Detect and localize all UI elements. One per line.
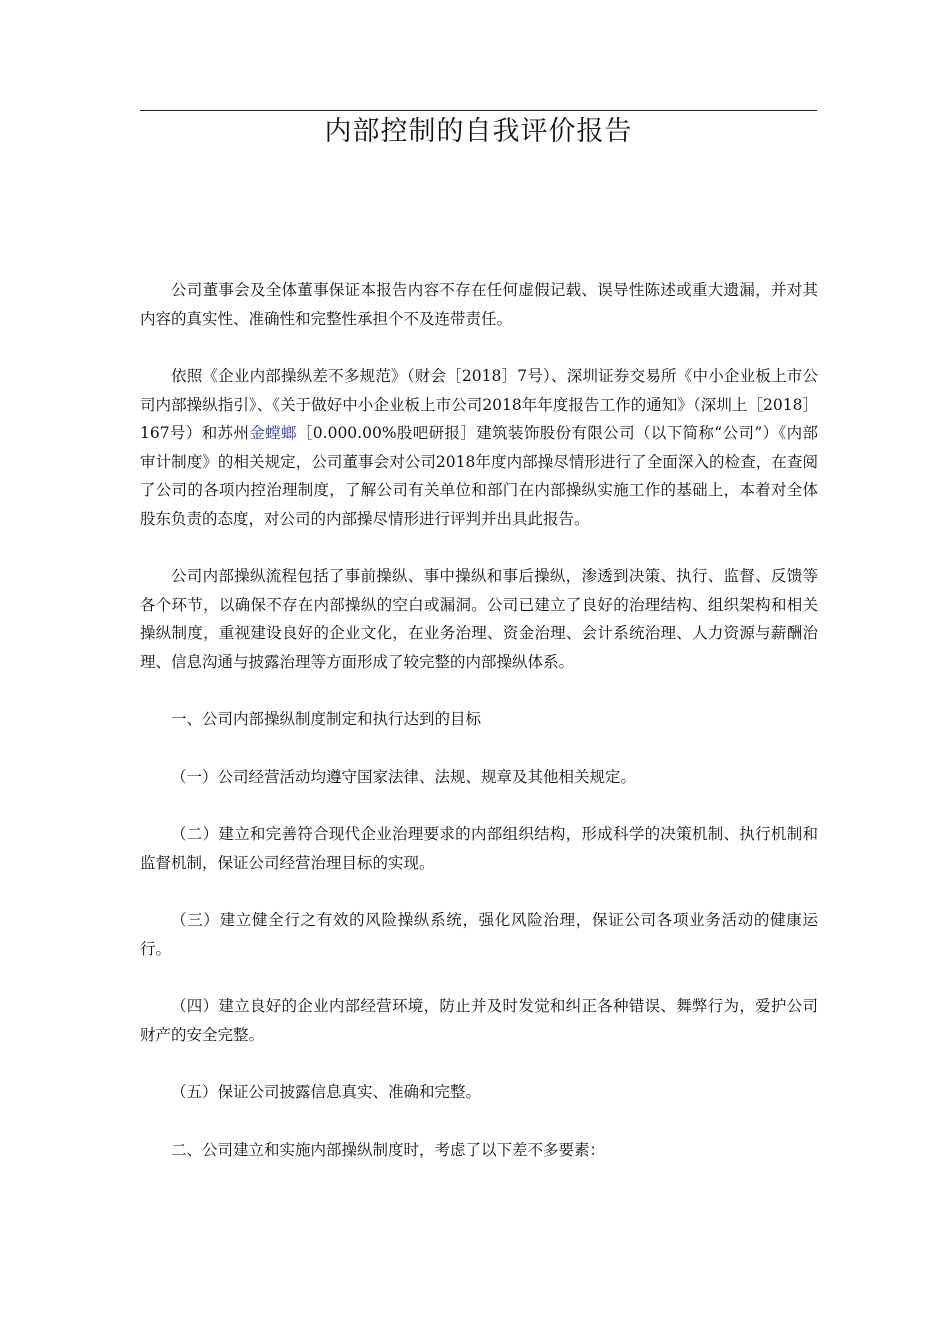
paragraph-basis — [140, 362, 818, 533]
paragraph-basis-text-end: ［0.000.00%股吧研报］建筑装饰股份有限公司（以下简称“公司”）《内部审计制度》的相关规定，公司董事会对公司2018年度内部操尽情形进行了全面深入的检查，在查阅了公司的各项内控治理制度，了解公司有关单位和部门在内部操纵实施工作的基础上，本着对全体股东负责的态度，对公司的内部操尽情形进行评判并出具此报告。 — [140, 424, 818, 528]
section-heading-2: 二、公司建立和实施内部操纵制度时，考虑了以下差不多要素： — [171, 1140, 606, 1159]
section-heading-1: 一、公司内部操纵制度制定和执行达到的目标 — [171, 710, 482, 728]
list-item-5: （五）保证公司披露信息真实、准确和完整。 — [171, 1083, 482, 1101]
list-item-2: （二）建立和完善符合现代企业治理要求的内部组织结构，形成科学的决策机制、执行机制和监督机制，保证公司经营治理目标的实现。 — [140, 825, 818, 872]
list-item-1: （一）公司经营活动均遵守国家法律、法规、规章及其他相关规定。 — [171, 767, 637, 786]
document-body — [140, 276, 818, 1193]
paragraph-disclaimer: 公司董事会及全体董事保证本报告内容不存在任何虚假记载、误导性陈述或重大遗漏，并对其内容的真实性、准确性和完整性承担个不及连带责任。 — [140, 281, 818, 328]
paragraph-basis-text-start: 依照《企业内部操纵差不多规范》（财会［2018］7号）、深圳证券交易所《中小企业板上市公司内部操纵指引》、《关于做好中小企业板上市公司2018年年度报告工作的通知》（深圳上［2018］167号）和苏州 — [140, 367, 818, 442]
list-item-4: （四）建立良好的企业内部经营环境，防止并及时发觉和纠正各种错误、舞弊行为，爱护公司财产的安全完整。 — [140, 997, 818, 1044]
company-link[interactable]: 金螳螂 — [249, 424, 297, 442]
paragraph-control-process: 公司内部操纵流程包括了事前操纵、事中操纵和事后操纵，渗透到决策、执行、监督、反馈等各个环节，以确保不存在内部操纵的空白或漏洞。公司已建立了良好的治理结构、组织架构和相关操纵制度，重视建设良好的企业文化，在业务治理、资金治理、会计系统治理、人力资源与薪酬治理、信息沟通与披露治理等方面形成了较完整的内部操纵体系。 — [140, 567, 818, 671]
header-rule — [140, 110, 817, 111]
list-item-3: （三）建立健全行之有效的风险操纵系统，强化风险治理，保证公司各项业务活动的健康运行。 — [140, 911, 818, 958]
document-title: 内部控制的自我评价报告 — [324, 116, 633, 147]
